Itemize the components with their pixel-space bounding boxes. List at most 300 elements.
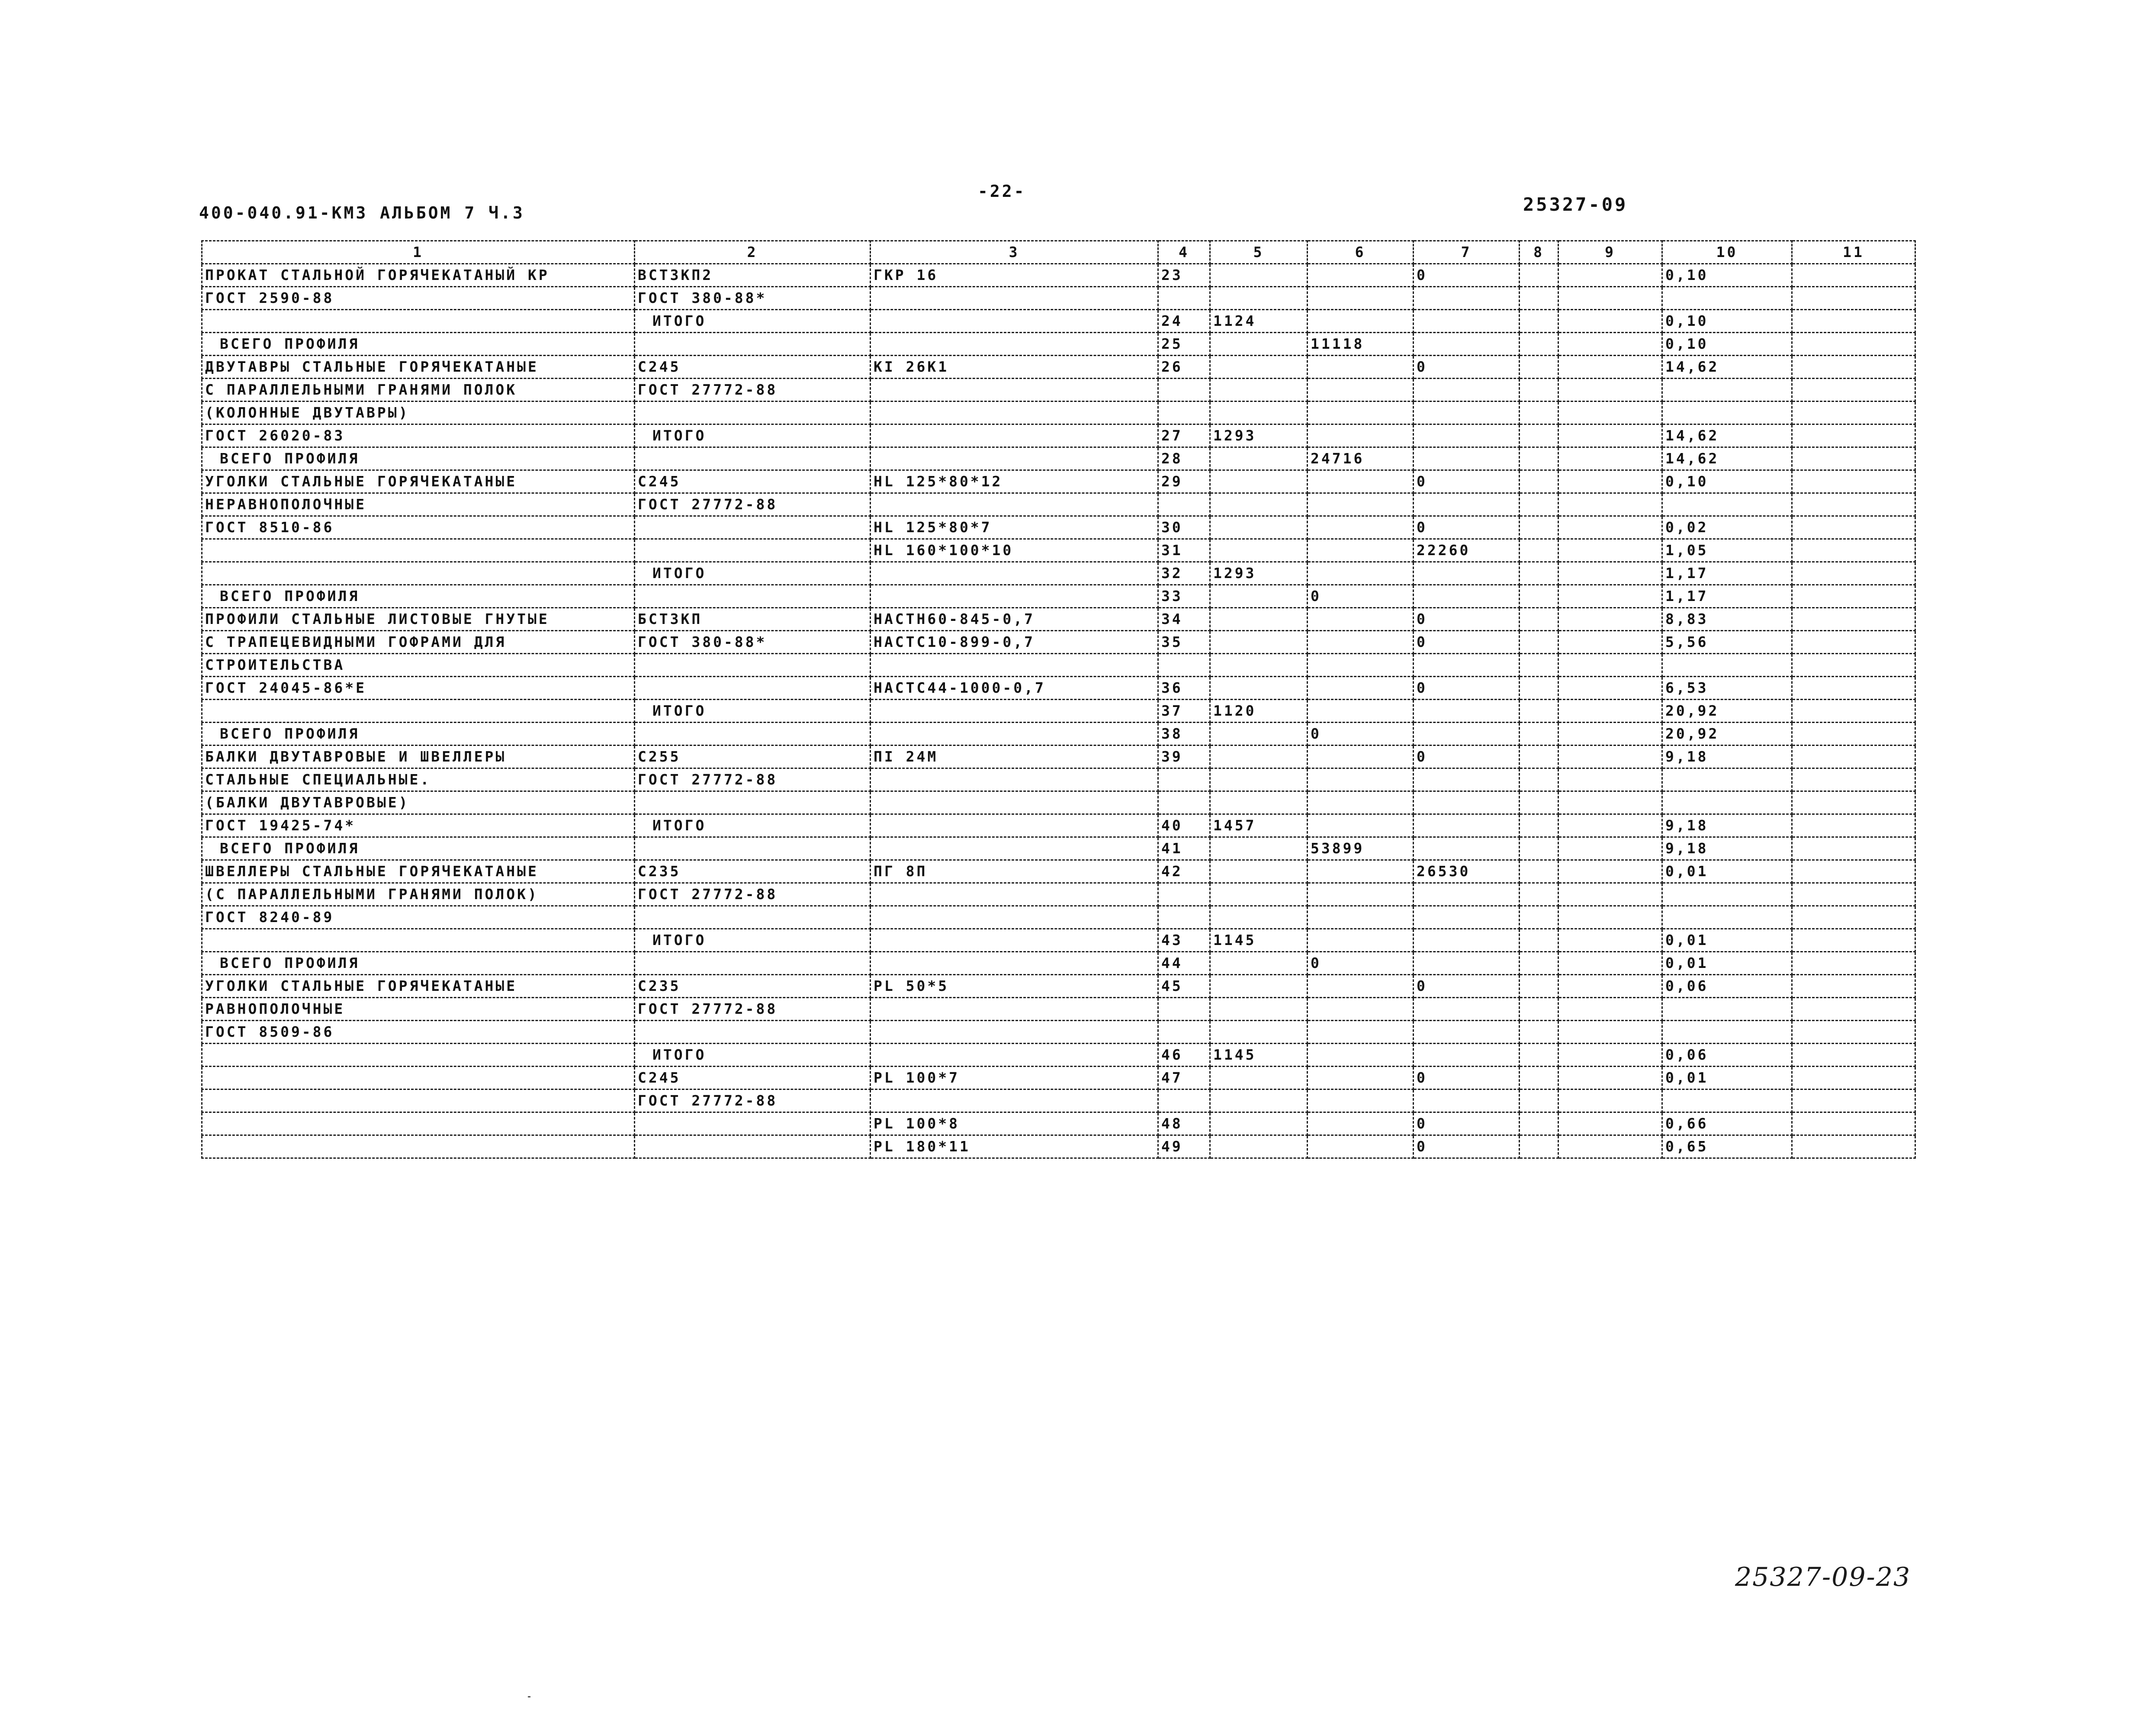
table-cell-c1: ГОСТ 8509-86 (202, 1021, 635, 1044)
table-cell-c2: ВСТ3КП2 (635, 264, 871, 287)
table-cell-c6: 0 (1308, 952, 1414, 975)
table-cell-c5: 1293 (1210, 562, 1308, 585)
table-cell-c4: 33 (1158, 585, 1210, 608)
table-row (202, 310, 1915, 333)
table-cell-c5 (1210, 906, 1308, 929)
table-cell-c8 (1520, 1112, 1558, 1135)
table-cell-c5: 1145 (1210, 1044, 1308, 1067)
table-cell-c8 (1520, 356, 1558, 379)
table-cell-c11 (1792, 700, 1915, 723)
table-cell-c11 (1792, 860, 1915, 883)
table-cell-c5 (1210, 333, 1308, 356)
table-cell-c8 (1520, 585, 1558, 608)
table-cell-c6 (1308, 1112, 1414, 1135)
table-cell-c8 (1520, 1135, 1558, 1158)
table-cell-c3: КI 26К1 (871, 356, 1158, 379)
table-cell-c8 (1520, 470, 1558, 493)
table-cell-c7 (1414, 929, 1520, 952)
table-cell-c11 (1792, 585, 1915, 608)
table-cell-c5 (1210, 768, 1308, 791)
handwritten-signature: 25327-09-23 (1735, 1562, 1911, 1592)
table-cell-c1: УГОЛКИ СТАЛЬНЫЕ ГОРЯЧЕКАТАНЫЕ (202, 470, 635, 493)
table-cell-c4: 25 (1158, 333, 1210, 356)
table-cell-c6 (1308, 516, 1414, 539)
table-cell-c1 (202, 1090, 635, 1112)
table-cell-c1: ПРОКАТ СТАЛЬНОЙ ГОРЯЧЕКАТАНЫЙ КР (202, 264, 635, 287)
specification-table (201, 240, 1916, 1159)
table-cell-c7: 0 (1414, 470, 1520, 493)
table-cell-c7 (1414, 585, 1520, 608)
table-cell-c7: 0 (1414, 677, 1520, 700)
table-cell-c2: ГОСТ 27772-88 (635, 768, 871, 791)
table-cell-c9 (1558, 883, 1662, 906)
table-cell-c8 (1520, 1090, 1558, 1112)
table-cell-c11 (1792, 791, 1915, 814)
table-cell-c4 (1158, 883, 1210, 906)
table-cell-c1 (202, 929, 635, 952)
table-cell-c6: 11118 (1308, 333, 1414, 356)
table-cell-c8 (1520, 333, 1558, 356)
table-row (202, 424, 1915, 447)
table-cell-c9 (1558, 1044, 1662, 1067)
table-cell-c4: 43 (1158, 929, 1210, 952)
table-cell-c1: БАЛКИ ДВУТАВРОВЫЕ И ШВЕЛЛЕРЫ (202, 746, 635, 768)
table-cell-c7: 0 (1414, 356, 1520, 379)
table-cell-c10: 1,17 (1662, 585, 1792, 608)
table-cell-c7 (1414, 952, 1520, 975)
table-cell-c8 (1520, 1044, 1558, 1067)
table-cell-c4: 29 (1158, 470, 1210, 493)
table-cell-c11 (1792, 975, 1915, 998)
table-cell-c5: 1457 (1210, 814, 1308, 837)
table-cell-c9 (1558, 768, 1662, 791)
table-cell-c9 (1558, 952, 1662, 975)
table-cell-c7 (1414, 906, 1520, 929)
table-cell-c7 (1414, 1021, 1520, 1044)
table-cell-c2 (635, 447, 871, 470)
table-row (202, 287, 1915, 310)
table-cell-c1 (202, 1067, 635, 1090)
table-row (202, 677, 1915, 700)
table-cell-c10: 1,05 (1662, 539, 1792, 562)
table-cell-c3: РL 100*7 (871, 1067, 1158, 1090)
table-cell-c5: 1293 (1210, 424, 1308, 447)
table-cell-c6 (1308, 631, 1414, 654)
table-cell-c10: 20,92 (1662, 700, 1792, 723)
table-cell-c6 (1308, 287, 1414, 310)
table-cell-c2: ГОСТ 27772-88 (635, 998, 871, 1021)
table-cell-c3 (871, 1044, 1158, 1067)
table-cell-c1 (202, 1135, 635, 1158)
table-row (202, 516, 1915, 539)
table-cell-c9 (1558, 906, 1662, 929)
table-row (202, 998, 1915, 1021)
table-cell-c4: 34 (1158, 608, 1210, 631)
table-cell-c1: СТРОИТЕЛЬСТВА (202, 654, 635, 677)
table-cell-c8 (1520, 654, 1558, 677)
table-cell-c6 (1308, 1135, 1414, 1158)
table-cell-c11 (1792, 1044, 1915, 1067)
table-cell-c9 (1558, 264, 1662, 287)
table-cell-c8 (1520, 791, 1558, 814)
table-row (202, 952, 1915, 975)
table-cell-c5 (1210, 1090, 1308, 1112)
table-cell-c1: ВСЕГО ПРОФИЛЯ (202, 952, 635, 975)
table-cell-c9 (1558, 470, 1662, 493)
table-cell-c10: 0,10 (1662, 333, 1792, 356)
table-cell-c3: РL 50*5 (871, 975, 1158, 998)
table-cell-c7 (1414, 814, 1520, 837)
table-cell-c7 (1414, 424, 1520, 447)
table-cell-c6 (1308, 1067, 1414, 1090)
table-cell-c6 (1308, 814, 1414, 837)
table-cell-c1: ВСЕГО ПРОФИЛЯ (202, 723, 635, 746)
table-row (202, 723, 1915, 746)
table-cell-c9 (1558, 562, 1662, 585)
table-cell-c1 (202, 310, 635, 333)
table-cell-c3 (871, 952, 1158, 975)
table-cell-c10: 20,92 (1662, 723, 1792, 746)
table-cell-c8 (1520, 929, 1558, 952)
table-cell-c6 (1308, 493, 1414, 516)
table-row (202, 791, 1915, 814)
table-cell-c1: ГОСТ 8240-89 (202, 906, 635, 929)
table-cell-c4: 41 (1158, 837, 1210, 860)
table-cell-c10: 14,62 (1662, 356, 1792, 379)
table-cell-c7 (1414, 723, 1520, 746)
table-cell-c3 (871, 837, 1158, 860)
table-cell-c11 (1792, 1135, 1915, 1158)
table-row (202, 1135, 1915, 1158)
table-cell-c9 (1558, 356, 1662, 379)
table-cell-c1: ВСЕГО ПРОФИЛЯ (202, 585, 635, 608)
table-row (202, 608, 1915, 631)
table-row (202, 860, 1915, 883)
table-row (202, 585, 1915, 608)
table-cell-c6 (1308, 975, 1414, 998)
table-cell-c2: ГОСТ 27772-88 (635, 379, 871, 402)
table-cell-c4 (1158, 287, 1210, 310)
table-cell-c3 (871, 1090, 1158, 1112)
table-cell-c4: 39 (1158, 746, 1210, 768)
table-cell-c10: 0,06 (1662, 975, 1792, 998)
table-cell-c9 (1558, 1090, 1662, 1112)
table-cell-c2 (635, 585, 871, 608)
table-row (202, 402, 1915, 424)
table-cell-c1: С ПАРАЛЛЕЛЬНЫМИ ГРАНЯМИ ПОЛОК (202, 379, 635, 402)
table-cell-c9 (1558, 791, 1662, 814)
table-cell-c2: ИТОГО (635, 562, 871, 585)
table-cell-c9 (1558, 654, 1662, 677)
table-cell-c9 (1558, 516, 1662, 539)
document-code: 400-040.91-КМЗ АЛЬБОМ 7 Ч.3 (199, 203, 525, 222)
table-row (202, 1067, 1915, 1090)
table-cell-c6 (1308, 1090, 1414, 1112)
table-cell-c8 (1520, 906, 1558, 929)
table-cell-c8 (1520, 562, 1558, 585)
table-cell-c2: ГОСТ 27772-88 (635, 883, 871, 906)
column-number-cell: 1 (202, 241, 635, 264)
table-cell-c8 (1520, 746, 1558, 768)
table-cell-c3 (871, 402, 1158, 424)
table-row (202, 447, 1915, 470)
table-cell-c4 (1158, 768, 1210, 791)
table-cell-c8 (1520, 998, 1558, 1021)
table-cell-c3 (871, 333, 1158, 356)
table-cell-c7: 0 (1414, 1135, 1520, 1158)
table-cell-c1: УГОЛКИ СТАЛЬНЫЕ ГОРЯЧЕКАТАНЫЕ (202, 975, 635, 998)
table-cell-c1: ГОСТ 19425-74* (202, 814, 635, 837)
table-cell-c8 (1520, 539, 1558, 562)
table-cell-c9 (1558, 723, 1662, 746)
table-cell-c5 (1210, 447, 1308, 470)
table-cell-c3 (871, 723, 1158, 746)
table-cell-c2: ИТОГО (635, 814, 871, 837)
table-cell-c10: 0,01 (1662, 860, 1792, 883)
table-cell-c11 (1792, 814, 1915, 837)
table-cell-c1: (С ПАРАЛЛЕЛЬНЫМИ ГРАНЯМИ ПОЛОК) (202, 883, 635, 906)
table-cell-c6 (1308, 906, 1414, 929)
table-cell-c4: 28 (1158, 447, 1210, 470)
table-cell-c10: 0,02 (1662, 516, 1792, 539)
table-cell-c7: 0 (1414, 264, 1520, 287)
table-cell-c10 (1662, 287, 1792, 310)
table-cell-c5 (1210, 837, 1308, 860)
table-cell-c10 (1662, 768, 1792, 791)
table-cell-c2 (635, 1021, 871, 1044)
table-row (202, 379, 1915, 402)
table-cell-c3 (871, 585, 1158, 608)
table-cell-c9 (1558, 310, 1662, 333)
table-cell-c2: ГОСТ 27772-88 (635, 493, 871, 516)
table-cell-c8 (1520, 837, 1558, 860)
table-cell-c4: 26 (1158, 356, 1210, 379)
table-cell-c5 (1210, 860, 1308, 883)
table-cell-c3: ПГ 8П (871, 860, 1158, 883)
table-cell-c10: 6,53 (1662, 677, 1792, 700)
table-cell-c4: 31 (1158, 539, 1210, 562)
table-cell-c7: 0 (1414, 1067, 1520, 1090)
column-number-row (202, 241, 1915, 264)
table-cell-c4 (1158, 906, 1210, 929)
table-cell-c7: 0 (1414, 516, 1520, 539)
table-cell-c3 (871, 424, 1158, 447)
table-cell-c6 (1308, 539, 1414, 562)
table-cell-c5 (1210, 356, 1308, 379)
table-cell-c7 (1414, 768, 1520, 791)
table-cell-c1 (202, 1112, 635, 1135)
table-cell-c5 (1210, 883, 1308, 906)
table-cell-c4: 23 (1158, 264, 1210, 287)
table-cell-c11 (1792, 906, 1915, 929)
table-cell-c11 (1792, 1067, 1915, 1090)
table-cell-c8 (1520, 1067, 1558, 1090)
table-cell-c4: 48 (1158, 1112, 1210, 1135)
table-cell-c3 (871, 929, 1158, 952)
table-cell-c4: 45 (1158, 975, 1210, 998)
table-cell-c10: 0,01 (1662, 1067, 1792, 1090)
table-cell-c8 (1520, 814, 1558, 837)
table-cell-c2 (635, 516, 871, 539)
table-cell-c5 (1210, 677, 1308, 700)
column-number-cell: 10 (1662, 241, 1792, 264)
table-cell-c8 (1520, 310, 1558, 333)
table-cell-c7 (1414, 333, 1520, 356)
table-cell-c11 (1792, 768, 1915, 791)
table-cell-c7 (1414, 1090, 1520, 1112)
table-cell-c3 (871, 654, 1158, 677)
table-cell-c10 (1662, 791, 1792, 814)
table-cell-c1 (202, 700, 635, 723)
table-cell-c4: 46 (1158, 1044, 1210, 1067)
column-number-cell: 7 (1414, 241, 1520, 264)
table-cell-c7: 22260 (1414, 539, 1520, 562)
table-cell-c4: 36 (1158, 677, 1210, 700)
table-cell-c4: 27 (1158, 424, 1210, 447)
table-cell-c7 (1414, 1044, 1520, 1067)
table-row (202, 539, 1915, 562)
table-cell-c1: (БАЛКИ ДВУТАВРОВЫЕ) (202, 791, 635, 814)
table-cell-c11 (1792, 287, 1915, 310)
table-cell-c5 (1210, 539, 1308, 562)
table-cell-c7 (1414, 700, 1520, 723)
table-cell-c11 (1792, 539, 1915, 562)
table-cell-c2: ГОСТ 380-88* (635, 287, 871, 310)
table-cell-c4: 35 (1158, 631, 1210, 654)
table-cell-c5 (1210, 952, 1308, 975)
table-cell-c10 (1662, 1021, 1792, 1044)
table-cell-c9 (1558, 379, 1662, 402)
table-cell-c6 (1308, 379, 1414, 402)
table-cell-c8 (1520, 287, 1558, 310)
table-cell-c5 (1210, 493, 1308, 516)
table-cell-c3 (871, 287, 1158, 310)
table-cell-c2: ГОСТ 380-88* (635, 631, 871, 654)
table-cell-c8 (1520, 1021, 1558, 1044)
table-cell-c10: 0,65 (1662, 1135, 1792, 1158)
table-cell-c4: 44 (1158, 952, 1210, 975)
table-cell-c9 (1558, 424, 1662, 447)
table-cell-c2: ГОСТ 27772-88 (635, 1090, 871, 1112)
table-cell-c4: 32 (1158, 562, 1210, 585)
table-cell-c2 (635, 402, 871, 424)
table-cell-c11 (1792, 952, 1915, 975)
table-cell-c6 (1308, 791, 1414, 814)
table-cell-c5 (1210, 1067, 1308, 1090)
table-cell-c11 (1792, 723, 1915, 746)
table-cell-c6 (1308, 562, 1414, 585)
table-cell-c9 (1558, 677, 1662, 700)
table-cell-c4 (1158, 493, 1210, 516)
table-cell-c10: 0,10 (1662, 264, 1792, 287)
table-cell-c11 (1792, 883, 1915, 906)
column-number-cell: 3 (871, 241, 1158, 264)
table-cell-c3 (871, 447, 1158, 470)
table-cell-c4: 24 (1158, 310, 1210, 333)
table-cell-c9 (1558, 287, 1662, 310)
table-cell-c9 (1558, 631, 1662, 654)
table-cell-c6 (1308, 883, 1414, 906)
table-cell-c4: 49 (1158, 1135, 1210, 1158)
table-cell-c5 (1210, 608, 1308, 631)
table-cell-c1: ГОСТ 24045-86*Е (202, 677, 635, 700)
table-row (202, 356, 1915, 379)
table-cell-c2 (635, 837, 871, 860)
table-row (202, 631, 1915, 654)
table-cell-c1: ГОСТ 26020-83 (202, 424, 635, 447)
document-number: 25327-09 (1523, 194, 1628, 215)
table-cell-c4 (1158, 998, 1210, 1021)
table-cell-c7: 0 (1414, 746, 1520, 768)
table-cell-c4 (1158, 1021, 1210, 1044)
table-cell-c11 (1792, 1112, 1915, 1135)
table-cell-c1: ШВЕЛЛЕРЫ СТАЛЬНЫЕ ГОРЯЧЕКАТАНЫЕ (202, 860, 635, 883)
table-cell-c4 (1158, 402, 1210, 424)
table-cell-c4 (1158, 1090, 1210, 1112)
table-cell-c11 (1792, 424, 1915, 447)
table-cell-c5: 1145 (1210, 929, 1308, 952)
table-cell-c9 (1558, 608, 1662, 631)
table-cell-c6: 53899 (1308, 837, 1414, 860)
table-cell-c2 (635, 952, 871, 975)
table-cell-c9 (1558, 585, 1662, 608)
table-cell-c11 (1792, 654, 1915, 677)
table-cell-c4: 30 (1158, 516, 1210, 539)
table-cell-c3 (871, 310, 1158, 333)
table-cell-c2: ИТОГО (635, 424, 871, 447)
table-cell-c11 (1792, 998, 1915, 1021)
page-number: -22- (978, 182, 1026, 201)
table-cell-c3: РL 100*8 (871, 1112, 1158, 1135)
table-cell-c5 (1210, 631, 1308, 654)
table-cell-c9 (1558, 998, 1662, 1021)
table-cell-c7 (1414, 837, 1520, 860)
table-cell-c2 (635, 1112, 871, 1135)
column-number-cell: 11 (1792, 241, 1915, 264)
table-cell-c2: С245 (635, 356, 871, 379)
table-cell-c9 (1558, 700, 1662, 723)
table-cell-c11 (1792, 379, 1915, 402)
table-cell-c3 (871, 768, 1158, 791)
table-cell-c11 (1792, 333, 1915, 356)
table-cell-c5 (1210, 791, 1308, 814)
column-number-cell: 4 (1158, 241, 1210, 264)
table-cell-c9 (1558, 1112, 1662, 1135)
table-cell-c9 (1558, 1021, 1662, 1044)
table-cell-c1: (КОЛОННЫЕ ДВУТАВРЫ) (202, 402, 635, 424)
table-cell-c8 (1520, 264, 1558, 287)
table-cell-c6 (1308, 470, 1414, 493)
table-cell-c1: ГОСТ 8510-86 (202, 516, 635, 539)
table-cell-c5 (1210, 746, 1308, 768)
table-cell-c6 (1308, 608, 1414, 631)
table-cell-c7: 26530 (1414, 860, 1520, 883)
table-cell-c9 (1558, 1135, 1662, 1158)
table-cell-c3: НL 160*100*10 (871, 539, 1158, 562)
table-cell-c5 (1210, 654, 1308, 677)
table-cell-c6 (1308, 310, 1414, 333)
table-row (202, 837, 1915, 860)
table-cell-c9 (1558, 333, 1662, 356)
table-cell-c5 (1210, 402, 1308, 424)
table-cell-c5 (1210, 287, 1308, 310)
table-cell-c4: 37 (1158, 700, 1210, 723)
table-cell-c2: С235 (635, 975, 871, 998)
table-cell-c2: ИТОГО (635, 310, 871, 333)
table-row (202, 1044, 1915, 1067)
table-cell-c10: 0,66 (1662, 1112, 1792, 1135)
table-cell-c3: НАСТС10-899-0,7 (871, 631, 1158, 654)
